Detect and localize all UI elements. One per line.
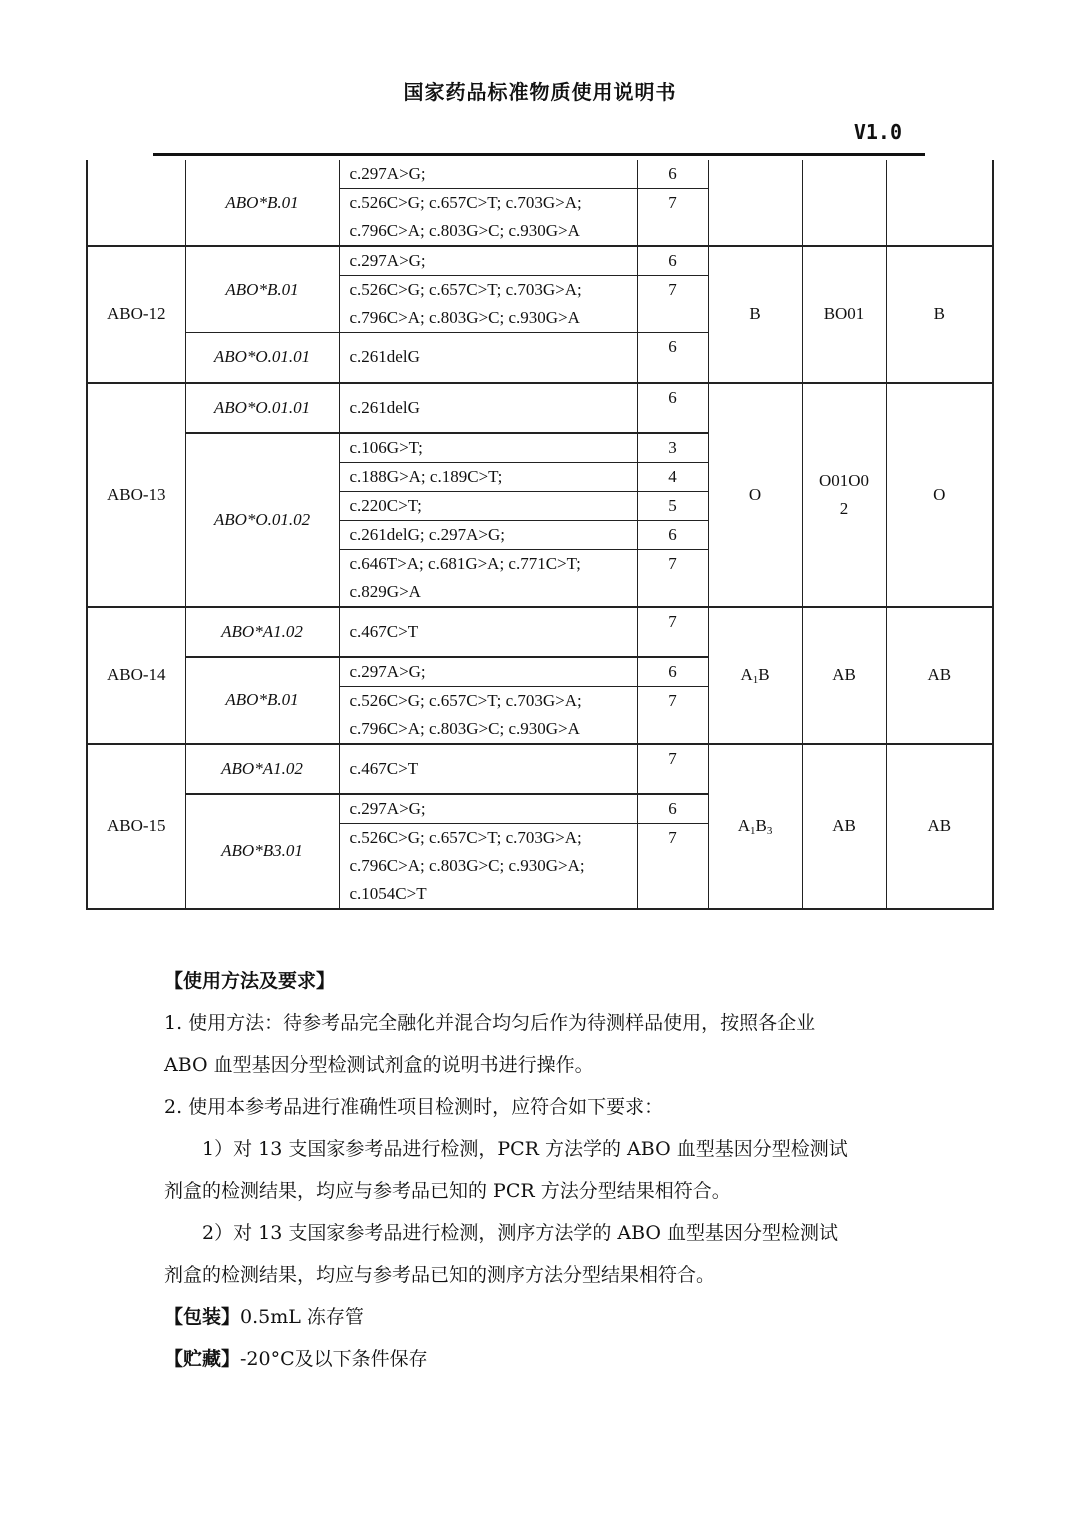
variant-cell: c.297A>G; bbox=[339, 657, 637, 687]
usage-section bbox=[164, 960, 924, 1380]
variant-cell: c.526C>G; c.657C>T; c.703G>A; bbox=[339, 276, 637, 305]
variant-cell: c.526C>G; c.657C>T; c.703G>A; bbox=[339, 823, 637, 852]
table-row bbox=[87, 383, 993, 433]
table-row bbox=[87, 607, 993, 657]
exon-cell: 7 bbox=[637, 549, 708, 607]
variant-cell: c.467C>T bbox=[339, 607, 637, 657]
variant-cell: c.297A>G; bbox=[339, 160, 637, 189]
allele-cell: ABO*B3.01 bbox=[185, 794, 339, 909]
allele-cell: ABO*O.01.01 bbox=[185, 383, 339, 433]
exon-cell: 6 bbox=[637, 794, 708, 824]
variant-cell: c.646T>A; c.681G>A; c.771C>T; bbox=[339, 549, 637, 578]
usage-paragraph: 2. 使用本参考品进行准确性项目检测时，应符合如下要求： bbox=[164, 1096, 664, 1118]
type-cell: AB bbox=[886, 744, 993, 909]
exon-cell: 6 bbox=[637, 383, 708, 433]
genotype-cell: AB bbox=[802, 744, 886, 909]
usage-paragraph: 2）对 13 支国家参考品进行检测，测序方法学的 ABO 血型基因分型检测试 bbox=[202, 1222, 839, 1244]
variant-cell: c.261delG bbox=[339, 383, 637, 433]
phenotype-cell: B bbox=[708, 246, 802, 383]
type-cell: O bbox=[886, 383, 993, 607]
phenotype-sub: 1 bbox=[752, 674, 759, 686]
usage-paragraph: 剂盒的检测结果，均应与参考品已知的测序方法分型结果相符合。 bbox=[164, 1264, 716, 1286]
sample-id-cell: ABO-14 bbox=[87, 607, 185, 744]
usage-paragraph: 1. 使用方法：待参考品完全融化并混合均匀后作为待测样品使用，按照各企业 bbox=[164, 1012, 816, 1034]
genotype-cell bbox=[802, 383, 886, 607]
exon-cell: 6 bbox=[637, 657, 708, 687]
phenotype-tail: B bbox=[755, 816, 767, 835]
genotype-cell: AB bbox=[802, 607, 886, 744]
exon-cell: 7 bbox=[637, 744, 708, 794]
variant-cell: c.796C>A; c.803G>C; c.930G>A bbox=[339, 217, 637, 246]
allele-cell: ABO*A1.02 bbox=[185, 744, 339, 794]
packaging-line bbox=[164, 1296, 924, 1338]
phenotype-sub: 1 bbox=[749, 825, 756, 837]
exon-cell: 5 bbox=[637, 491, 708, 520]
usage-paragraph: 剂盒的检测结果，均应与参考品已知的 PCR 方法分型结果相符合。 bbox=[164, 1180, 731, 1202]
variant-cell: c.297A>G; bbox=[339, 794, 637, 824]
genotype-line: 2 bbox=[839, 498, 849, 518]
packaging-label: 【包装】 bbox=[164, 1306, 241, 1328]
phenotype-cell bbox=[708, 607, 802, 744]
sample-id-cell: ABO-15 bbox=[87, 744, 185, 909]
variant-cell: c.220C>T; bbox=[339, 491, 637, 520]
variant-cell: c.796C>A; c.803G>C; c.930G>A bbox=[339, 715, 637, 744]
type-cell: AB bbox=[886, 607, 993, 744]
exon-cell: 3 bbox=[637, 433, 708, 463]
storage-value: -20°C及以下条件保存 bbox=[240, 1348, 428, 1370]
usage-heading: 【使用方法及要求】 bbox=[164, 970, 336, 992]
version-label: V1.0 bbox=[853, 120, 902, 144]
variant-cell: c.261delG; c.297A>G; bbox=[339, 520, 637, 549]
exon-cell: 7 bbox=[637, 823, 708, 909]
usage-paragraph: 1）对 13 支国家参考品进行检测，PCR 方法学的 ABO 血型基因分型检测试 bbox=[202, 1138, 848, 1160]
exon-cell: 7 bbox=[637, 276, 708, 333]
table-row bbox=[87, 160, 993, 189]
variant-cell: c.796C>A; c.803G>C; c.930G>A; bbox=[339, 852, 637, 880]
exon-cell: 7 bbox=[637, 189, 708, 247]
variant-cell: c.106G>T; bbox=[339, 433, 637, 463]
phenotype-sub: 3 bbox=[766, 825, 773, 837]
exon-cell: 6 bbox=[637, 520, 708, 549]
exon-cell: 7 bbox=[637, 686, 708, 744]
variant-cell: c.829G>A bbox=[339, 578, 637, 607]
phenotype-main: A bbox=[740, 665, 753, 684]
phenotype-cell bbox=[708, 744, 802, 909]
exon-cell: 7 bbox=[637, 607, 708, 657]
genotype-table bbox=[86, 160, 994, 910]
phenotype-cell bbox=[708, 160, 802, 246]
packaging-value: 0.5mL 冻存管 bbox=[240, 1306, 364, 1328]
variant-cell: c.526C>G; c.657C>T; c.703G>A; bbox=[339, 686, 637, 715]
type-cell bbox=[886, 160, 993, 246]
exon-cell: 6 bbox=[637, 333, 708, 383]
exon-cell: 6 bbox=[637, 246, 708, 276]
variant-cell: c.796C>A; c.803G>C; c.930G>A bbox=[339, 304, 637, 333]
sample-id-cell bbox=[87, 160, 185, 246]
allele-cell: ABO*B.01 bbox=[185, 160, 339, 246]
genotype-line: O01O0 bbox=[818, 470, 870, 490]
phenotype-cell: O bbox=[708, 383, 802, 607]
variant-cell: c.188G>A; c.189C>T; bbox=[339, 462, 637, 491]
page-title: 国家药品标准物质使用说明书 bbox=[403, 80, 677, 104]
variant-cell: c.1054C>T bbox=[339, 880, 637, 909]
variant-cell: c.261delG bbox=[339, 333, 637, 383]
sample-id-cell: ABO-12 bbox=[87, 246, 185, 383]
type-cell: B bbox=[886, 246, 993, 383]
header-rule bbox=[153, 153, 925, 156]
allele-cell: ABO*B.01 bbox=[185, 657, 339, 744]
genotype-cell bbox=[802, 160, 886, 246]
genotype-cell: BO01 bbox=[802, 246, 886, 383]
table-row bbox=[87, 744, 993, 794]
allele-cell: ABO*O.01.02 bbox=[185, 433, 339, 607]
allele-cell: ABO*B.01 bbox=[185, 246, 339, 333]
allele-cell: ABO*O.01.01 bbox=[185, 333, 339, 383]
exon-cell: 6 bbox=[637, 160, 708, 189]
usage-paragraph: ABO 血型基因分型检测试剂盒的说明书进行操作。 bbox=[164, 1054, 594, 1076]
storage-label: 【贮藏】 bbox=[164, 1348, 241, 1370]
phenotype-tail: B bbox=[758, 665, 770, 684]
exon-cell: 4 bbox=[637, 462, 708, 491]
phenotype-main: A bbox=[737, 816, 750, 835]
variant-cell: c.526C>G; c.657C>T; c.703G>A; bbox=[339, 189, 637, 218]
table-row bbox=[87, 246, 993, 276]
variant-cell: c.467C>T bbox=[339, 744, 637, 794]
variant-cell: c.297A>G; bbox=[339, 246, 637, 276]
storage-line bbox=[164, 1338, 924, 1380]
sample-id-cell: ABO-13 bbox=[87, 383, 185, 607]
allele-cell: ABO*A1.02 bbox=[185, 607, 339, 657]
